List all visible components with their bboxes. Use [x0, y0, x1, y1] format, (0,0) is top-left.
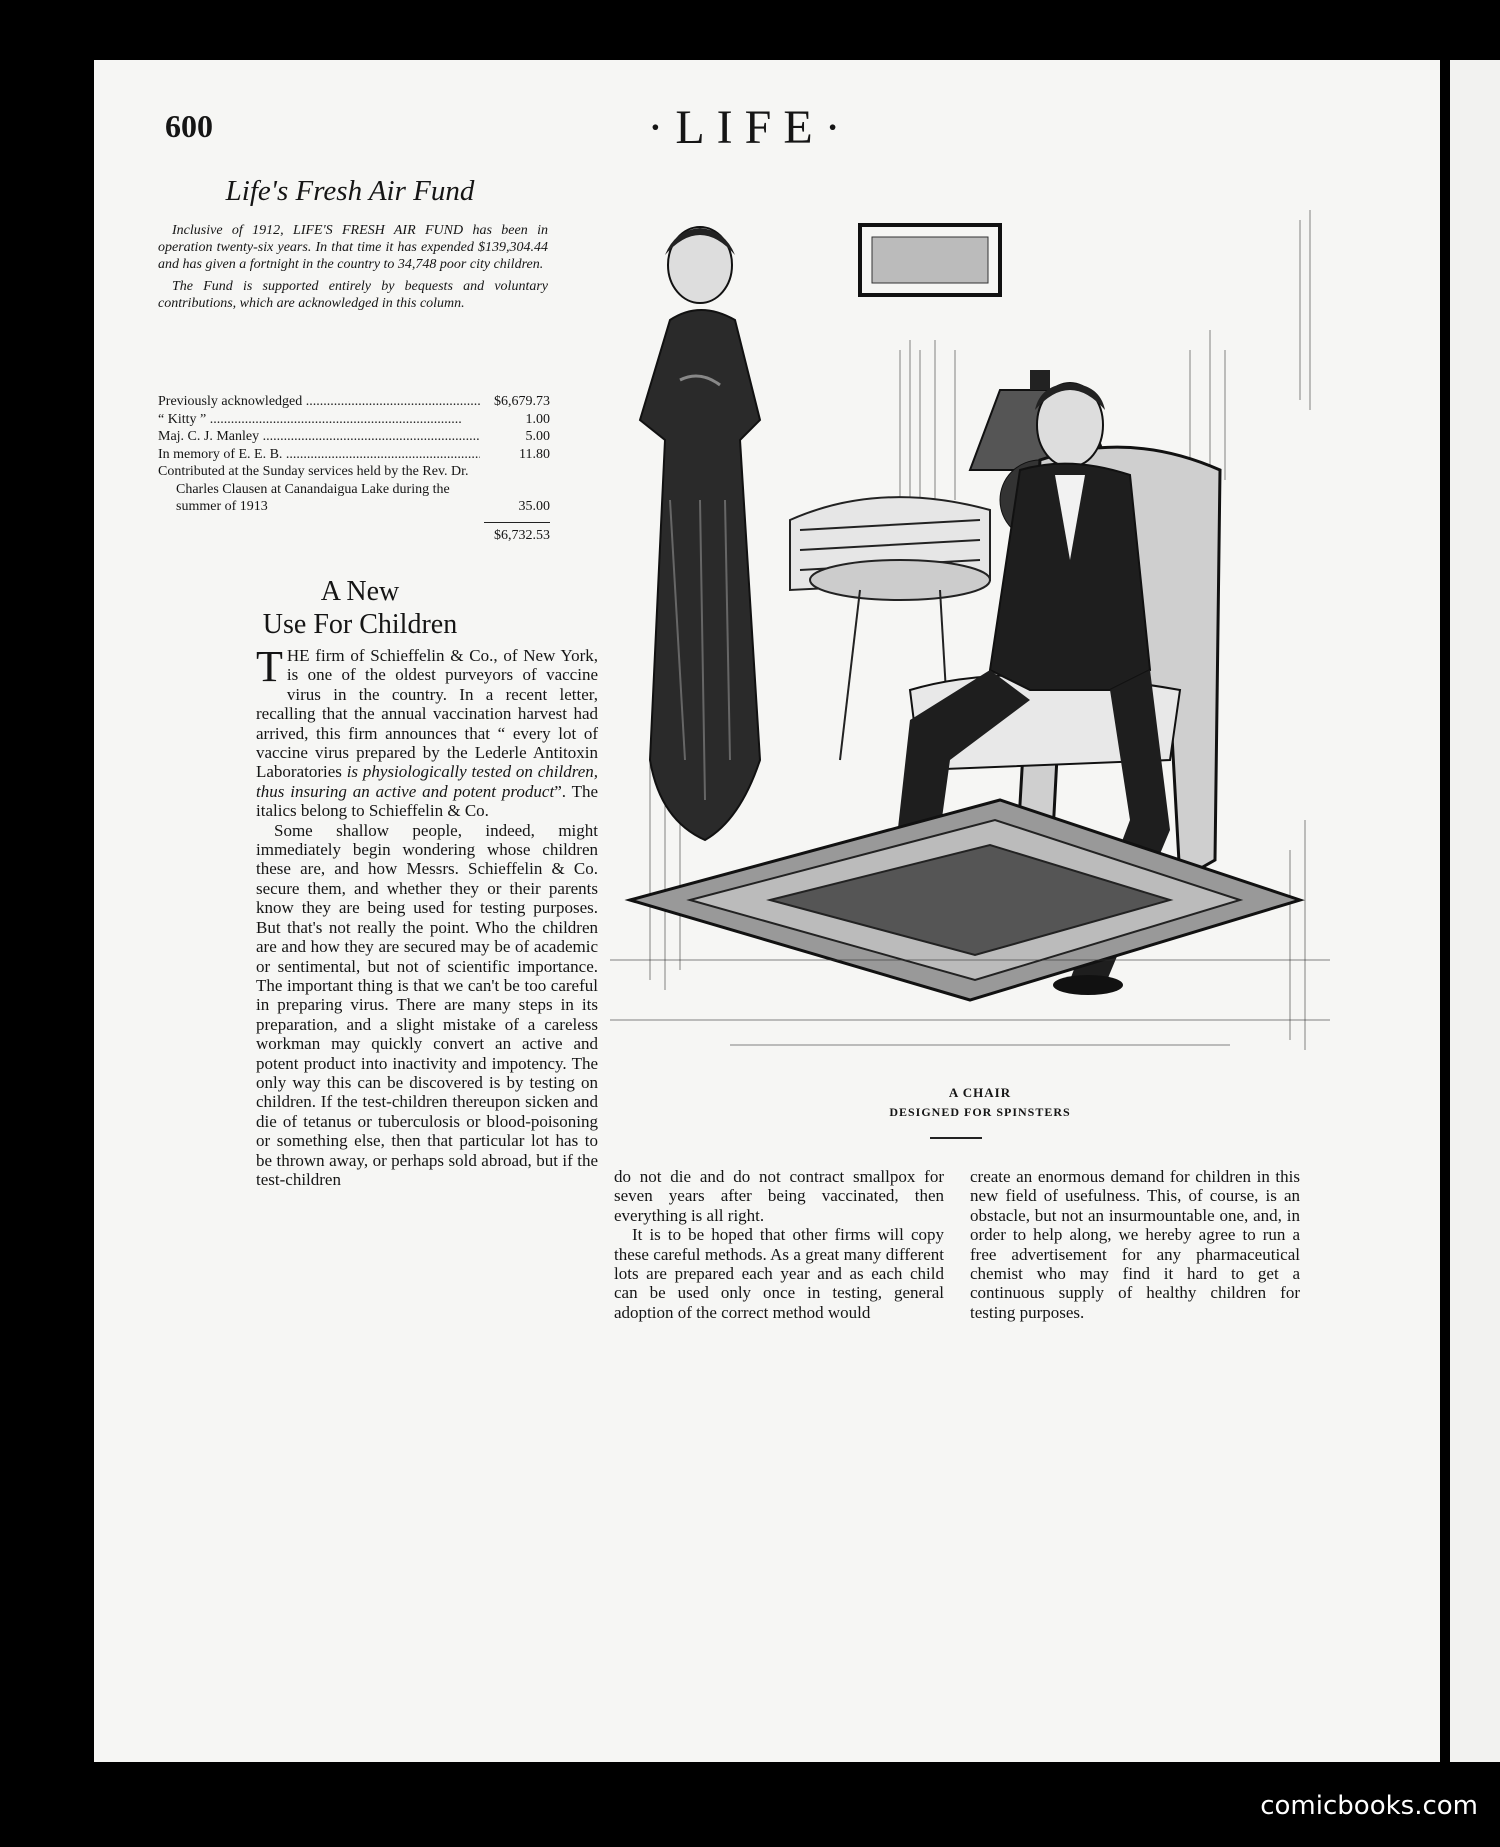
ledger-row: [158, 446, 550, 464]
ledger-amount: 35.00: [518, 499, 550, 514]
ledger-total: $6,732.53: [494, 527, 550, 543]
wall-picture: [872, 237, 988, 283]
article-column-3: [970, 1167, 1300, 1322]
next-page-edge: [1450, 60, 1500, 1762]
woman-figure: [640, 227, 760, 840]
article-italic-text: is physiologically tested on children, thus insuring an active and potent product: [256, 762, 598, 801]
ledger-row: [158, 393, 550, 411]
fund-intro-paragraph: Inclusive of 1912, LIFE'S FRESH AIR FUND has been in operation twenty-six years. In that time it has expended $139,304.44 and has given a fortnight in the country to 34,748 poor city children.: [158, 223, 548, 273]
caption-title: A CHAIR: [948, 1085, 1012, 1100]
article-paragraph: Some shallow people, indeed, might immediately begin wondering whose children these are, and how Messrs. Schieffelin & Co. secure them, and whether they or their parents know they are being used for testing purposes. But that's not really the point. Who the children are and how they are secured may be of academic or sentimental, but not of scientific importance. The important thing is that we can't be too careful in preparing virus. There are many steps in its preparation, and a slight mistake of a careless workman may quickly convert an active and potent product into inactivity and impotency. The only way this can be discovered is by testing on children. If the test-children thereupon sicken and die of tetanus or tuberculosis or blood-poisoning or something else, then that particular lot has to be thrown away, or perhaps sold abroad, but if the test-children: [256, 820, 598, 1189]
article-paragraph: It is to be hoped that other firms will copy these careful methods. As a great many different lots are prepared each year and as each child can be used only once in testing, general adoption of the correct method would: [614, 1225, 944, 1322]
ledger-amount: 5.00: [525, 429, 550, 444]
ledger-amount: 1.00: [525, 411, 550, 427]
ledger-name: Maj. C. J. Manley .....: [158, 428, 480, 446]
article-column-1: [256, 642, 598, 1189]
article-paragraph: [256, 642, 598, 821]
ledger-amount: $6,679.73: [494, 394, 550, 409]
article-text: HE firm of Schieffelin & Co., of New York, is one of the oldest purveyors of vaccine virus in the country. In a recent letter, recalling that the annual vaccination harvest had arrived, this firm announces that “ every lot of vaccine virus prepared by the Lederle Antitoxin Laboratories: [256, 646, 598, 782]
site-watermark: comicbooks.com: [1260, 1791, 1478, 1821]
cartoon-illustration: [610, 200, 1330, 1070]
ledger-row: [158, 428, 550, 446]
ledger-row: [158, 463, 550, 516]
article-column-2: [614, 1167, 944, 1322]
fund-intro: [158, 222, 548, 316]
caption-subtitle: DESIGNED FOR SPINSTERS: [889, 1105, 1071, 1119]
article-paragraph: do not die and do not contract smallpox for seven years after being vaccinated, then everything is all right.: [614, 1167, 944, 1225]
drop-cap: T: [256, 642, 283, 691]
page-number: 600: [165, 108, 213, 144]
ledger-total-rule: [484, 522, 550, 523]
ledger-name: Contributed at the Sunday services held by the Rev. Dr. Charles Clausen at Canandaigua Lake during the summer of 1913: [158, 464, 469, 514]
ledger-name: “ Kitty ” .....: [158, 411, 480, 429]
caption-rule: [930, 1137, 982, 1139]
ledger-name: In memory of E. E. B. .....: [158, 446, 480, 464]
article-paragraph: create an enormous demand for children in this new field of usefulness. This, of course, is an obstacle, but not an insurmountable one, and, in order to help along, we hereby agree to run a free advertisement for any pharmaceutical chemist who may find it hard to get a continuous supply of healthy children for testing purposes.: [970, 1167, 1300, 1322]
masthead: ·LIFE·: [647, 101, 853, 154]
article-title: [250, 575, 470, 641]
article-title-line: Use For Children: [262, 609, 458, 640]
fund-ledger: [158, 393, 550, 544]
article-text: ”. The italics belong to Schieffelin & Co.: [256, 781, 598, 821]
fund-intro-paragraph: The Fund is supported entirely by bequests and voluntary contributions, which are acknowledged in this column.: [158, 278, 548, 311]
fund-title: Life's Fresh Air Fund: [225, 175, 475, 207]
ledger-name: Previously acknowledged .....: [158, 393, 480, 411]
article-title-line: A New: [320, 576, 400, 607]
ledger-row: [158, 411, 550, 429]
ledger-amount: 11.80: [519, 446, 550, 462]
